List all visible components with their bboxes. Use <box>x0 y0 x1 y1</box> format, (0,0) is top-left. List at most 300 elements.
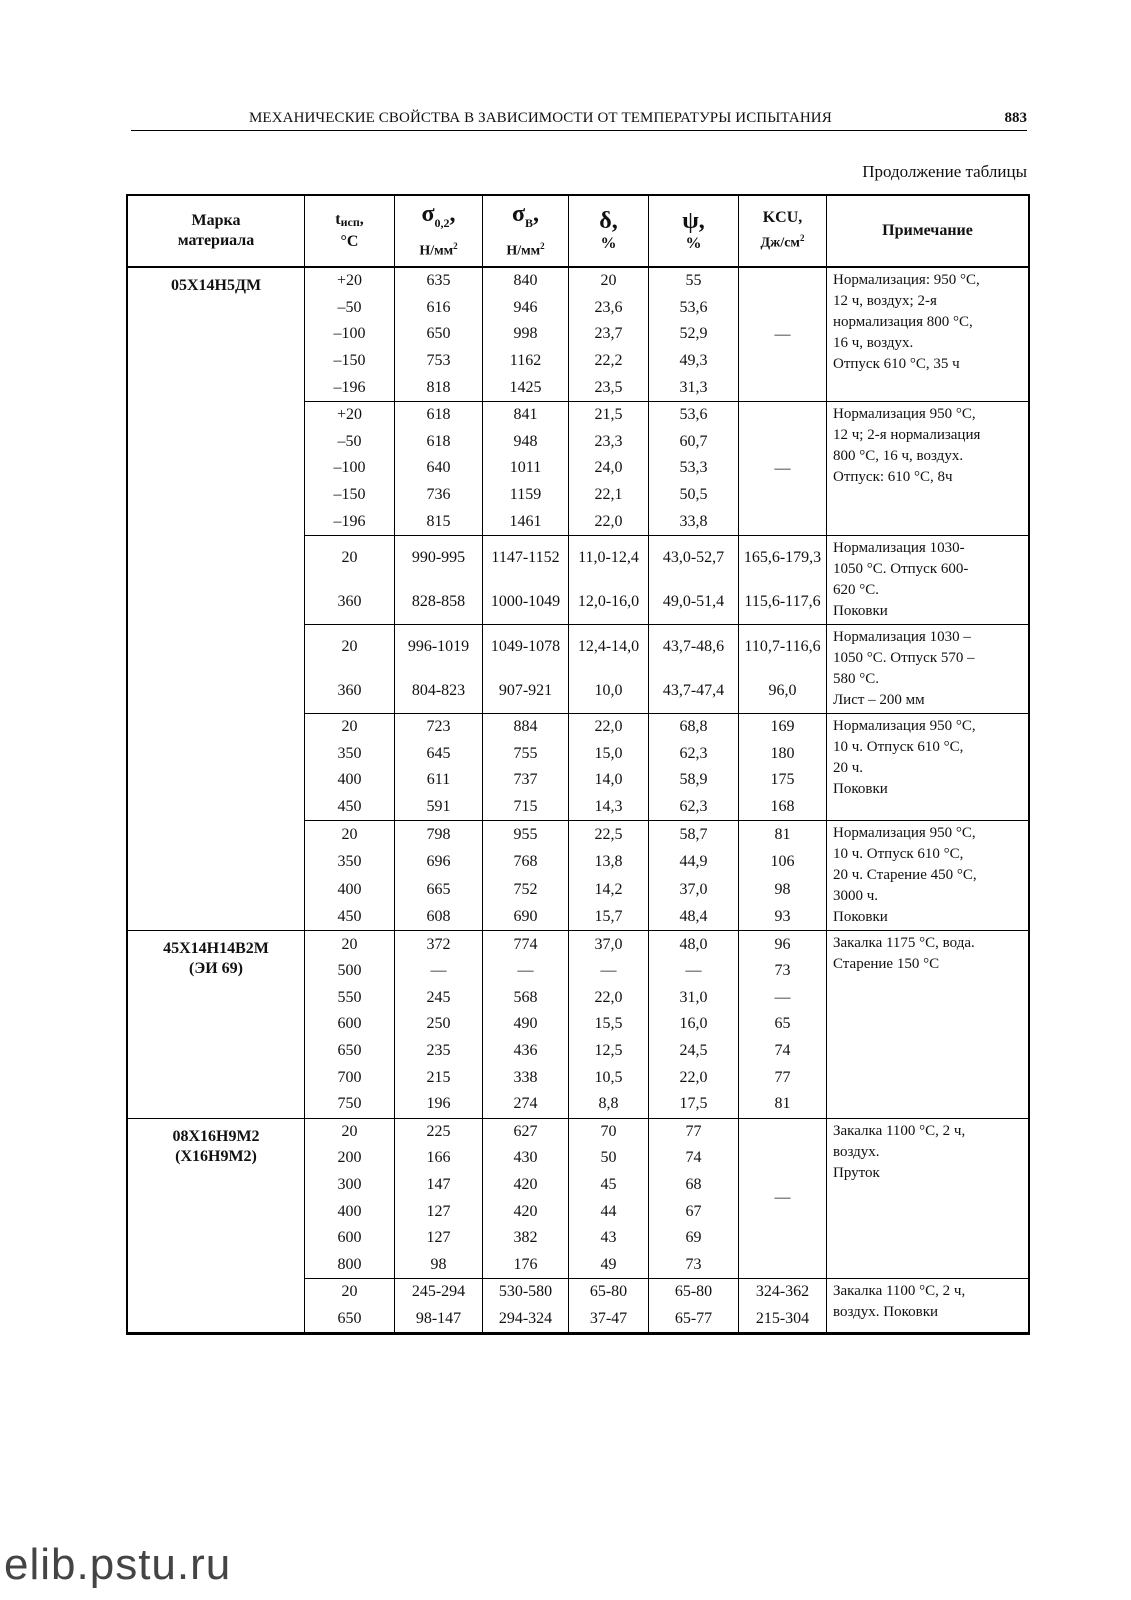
note-line: Пруток <box>833 1164 880 1181</box>
column-impact-toughness <box>739 625 827 713</box>
material-grade-name <box>128 931 305 1117</box>
cell-yield-strength: 640 <box>426 459 451 477</box>
cell-temperature: –100 <box>333 325 366 343</box>
cell-elongation: 70 <box>600 1122 617 1140</box>
note-line: Поковки <box>833 781 888 797</box>
header-elongation: δ, % <box>569 196 649 266</box>
note-line: 580 °С. <box>833 671 880 687</box>
cell-impact-toughness: 81 <box>774 826 791 844</box>
treatment-group <box>305 625 1028 714</box>
cell-temperature: +20 <box>336 406 363 424</box>
cell-note <box>827 1119 1028 1279</box>
cell-elongation: 49 <box>600 1255 617 1273</box>
cell-yield-strength: 127 <box>426 1229 451 1247</box>
note-line: Нормализация: 950 °С, <box>833 272 980 288</box>
running-title: МЕХАНИЧЕСКИЕ СВОЙСТВА В ЗАВИСИМОСТИ ОТ ТЕМПЕРАТУРЫ ИСПЫТАНИЯ <box>249 110 832 126</box>
cell-reduction-of-area: 49,3 <box>679 352 708 370</box>
cell-elongation: 37,0 <box>594 935 623 953</box>
treatment-group <box>305 1119 1028 1280</box>
cell-temperature: –196 <box>333 378 366 396</box>
cell-impact-toughness: 175 <box>770 771 795 789</box>
cell-yield-strength: 696 <box>426 853 451 871</box>
cell-temperature: 200 <box>337 1149 362 1167</box>
cell-impact-toughness: 81 <box>774 1095 791 1113</box>
cell-impact-toughness: 180 <box>770 744 795 762</box>
cell-reduction-of-area: 44,9 <box>679 853 708 871</box>
cell-yield-strength: 616 <box>426 298 451 316</box>
cell-elongation: 12,4-14,0 <box>577 638 640 655</box>
page-number: 883 <box>1004 110 1027 126</box>
cell-yield-strength: 650 <box>426 325 451 343</box>
cell-yield-strength: 828-858 <box>411 593 466 610</box>
cell-note <box>827 714 1028 820</box>
cell-elongation: 44 <box>600 1202 617 1220</box>
cell-impact-toughness: 106 <box>770 853 795 871</box>
column-reduction-of-area <box>649 536 739 624</box>
cell-temperature: 600 <box>337 1229 362 1247</box>
cell-tensile-strength: 840 <box>513 272 538 290</box>
cell-impact-toughness: 168 <box>770 798 795 816</box>
cell-tensile-strength: 627 <box>513 1122 538 1140</box>
cell-reduction-of-area: 33,8 <box>679 512 708 530</box>
column-tensile-strength <box>483 536 569 624</box>
cell-yield-strength: 98 <box>430 1255 447 1273</box>
table-header-row <box>128 196 1028 268</box>
cell-impact-toughness: 77 <box>774 1068 791 1086</box>
treatment-group <box>305 821 1028 930</box>
cell-temperature: 800 <box>337 1255 362 1273</box>
cell-elongation: 13,8 <box>594 853 623 871</box>
header-impact-toughness: KCU, $Дж/см^2$ <box>739 196 827 266</box>
cell-tensile-strength: 420 <box>513 1202 538 1220</box>
cell-reduction-of-area: 58,7 <box>679 826 708 844</box>
cell-yield-strength: — <box>430 962 447 980</box>
cell-tensile-strength: 490 <box>513 1015 538 1033</box>
cell-tensile-strength: 715 <box>513 798 538 816</box>
cell-yield-strength: 250 <box>426 1015 451 1033</box>
cell-yield-strength: 611 <box>426 771 451 789</box>
column-reduction-of-area <box>649 931 739 1117</box>
cell-tensile-strength: 737 <box>513 771 538 789</box>
cell-elongation: 8,8 <box>598 1095 619 1113</box>
cell-impact-toughness: 215-304 <box>755 1310 810 1328</box>
cell-impact-toughness-merged: — <box>774 1189 791 1207</box>
cell-reduction-of-area: 43,0-52,7 <box>662 549 725 566</box>
column-elongation <box>569 1119 649 1279</box>
cell-tensile-strength: 1000-1049 <box>490 593 561 610</box>
header-material-grade: Марка материала <box>128 196 305 266</box>
cell-temperature: –196 <box>333 512 366 530</box>
cell-reduction-of-area: 48,4 <box>679 907 708 925</box>
cell-elongation: 21,5 <box>594 406 623 424</box>
cell-impact-toughness: 96 <box>774 935 791 953</box>
column-yield-strength <box>395 625 483 713</box>
note-line: Лист – 200 мм <box>833 692 925 708</box>
material-grade-line: 08Х16Н9М2 <box>172 1127 260 1145</box>
note-line: воздух. <box>833 1143 880 1160</box>
cell-tensile-strength: 948 <box>513 432 538 450</box>
cell-reduction-of-area: 65-80 <box>674 1283 713 1301</box>
cell-yield-strength: 245-294 <box>411 1283 466 1301</box>
column-temperature <box>305 625 395 713</box>
column-tensile-strength <box>483 714 569 820</box>
column-temperature <box>305 714 395 820</box>
cell-reduction-of-area: 53,3 <box>679 459 708 477</box>
note-line: воздух. Поковки <box>833 1304 939 1321</box>
note-line: Поковки <box>833 909 888 926</box>
note-line: Закалка 1100 °С, 2 ч, <box>833 1283 966 1300</box>
column-yield-strength <box>395 931 483 1117</box>
cell-impact-toughness: 115,6-117,6 <box>744 593 821 610</box>
header-reduction-of-area: ψ, % <box>649 196 739 266</box>
cell-temperature: 400 <box>337 771 362 789</box>
column-impact-toughness <box>739 1279 827 1332</box>
cell-reduction-of-area: 48,0 <box>679 935 708 953</box>
column-reduction-of-area <box>649 625 739 713</box>
cell-temperature: –50 <box>337 432 362 450</box>
cell-yield-strength: 723 <box>426 718 451 736</box>
cell-temperature: 20 <box>341 1283 358 1301</box>
cell-temperature: +20 <box>336 272 363 290</box>
material-grade-line: (Х16Н9М2) <box>175 1147 257 1165</box>
column-reduction-of-area <box>649 1119 739 1279</box>
note-line: Нормализация 950 °С, <box>833 406 976 422</box>
column-tensile-strength <box>483 821 569 930</box>
cell-temperature: 600 <box>337 1015 362 1033</box>
cell-temperature: 20 <box>341 638 358 655</box>
note-line: 3000 ч. <box>833 888 879 905</box>
column-reduction-of-area <box>649 268 739 401</box>
cell-impact-toughness: 93 <box>774 907 791 925</box>
column-temperature <box>305 821 395 930</box>
treatment-group <box>305 268 1028 402</box>
cell-yield-strength: 372 <box>426 935 451 953</box>
cell-note <box>827 268 1028 401</box>
cell-impact-toughness: 96,0 <box>768 682 797 699</box>
cell-elongation: 22,0 <box>594 988 623 1006</box>
cell-elongation: 23,5 <box>594 378 623 396</box>
cell-yield-strength: 608 <box>426 907 451 925</box>
note-line: Закалка 1175 °С, вода. <box>833 935 975 952</box>
cell-yield-strength: 990-995 <box>411 549 466 566</box>
cell-temperature: 360 <box>337 682 362 699</box>
cell-tensile-strength: 176 <box>513 1255 538 1273</box>
cell-yield-strength: 815 <box>426 512 451 530</box>
note-line: 10 ч. Отпуск 610 °С, <box>833 846 964 863</box>
cell-temperature: –50 <box>337 298 362 316</box>
note-line: 20 ч. Старение 450 °С, <box>833 867 977 884</box>
cell-reduction-of-area: 58,9 <box>679 771 708 789</box>
header-test-temperature: tисп, °С <box>305 196 395 266</box>
cell-elongation: 22,0 <box>594 512 623 530</box>
material-grade-name <box>128 268 305 930</box>
cell-note <box>827 821 1028 930</box>
cell-temperature: 450 <box>337 798 362 816</box>
cell-elongation: 14,2 <box>594 880 623 898</box>
cell-elongation: 23,3 <box>594 432 623 450</box>
cell-tensile-strength: 907-921 <box>498 682 553 699</box>
cell-reduction-of-area: 73 <box>685 1255 702 1273</box>
cell-note <box>827 1279 1028 1332</box>
column-reduction-of-area <box>649 1279 739 1332</box>
cell-elongation: 12,0-16,0 <box>577 593 640 610</box>
cell-elongation: 14,3 <box>594 798 623 816</box>
note-line: Нормализация 1030- <box>833 540 965 556</box>
column-yield-strength <box>395 268 483 401</box>
header-note: Примечание <box>882 222 973 239</box>
material-grade-line: 05Х14Н5ДМ <box>170 277 262 294</box>
column-elongation <box>569 931 649 1117</box>
column-impact-toughness <box>739 268 827 401</box>
cell-temperature: 20 <box>341 549 358 566</box>
cell-reduction-of-area: 65-77 <box>674 1310 713 1328</box>
cell-reduction-of-area: 24,5 <box>679 1042 708 1060</box>
cell-yield-strength: 215 <box>426 1068 451 1086</box>
cell-note <box>827 931 1028 1117</box>
note-line: Отпуск 610 °С, 35 ч <box>833 356 960 372</box>
cell-temperature: 300 <box>337 1176 362 1194</box>
watermark-text: elib.pstu.ru <box>4 1540 232 1589</box>
column-elongation <box>569 625 649 713</box>
cell-temperature: 350 <box>337 744 362 762</box>
note-line: Старение 150 °С <box>833 956 940 973</box>
cell-reduction-of-area: 31,3 <box>679 378 708 396</box>
column-temperature <box>305 1279 395 1332</box>
column-elongation <box>569 268 649 401</box>
note-line: 12 ч; 2-я нормализация <box>833 427 981 443</box>
treatment-group <box>305 402 1028 536</box>
column-elongation <box>569 402 649 535</box>
cell-tensile-strength: 755 <box>513 744 538 762</box>
table-body <box>128 268 1028 1332</box>
header-tensile-strength: $\sigma_В$, $Н/мм^2$ <box>483 196 569 266</box>
cell-reduction-of-area: — <box>685 962 702 980</box>
cell-tensile-strength: 998 <box>513 325 538 343</box>
material-grade-name <box>128 1119 305 1333</box>
cell-impact-toughness: 73 <box>774 962 791 980</box>
cell-impact-toughness: 165,6-179,3 <box>743 549 822 566</box>
cell-yield-strength: 147 <box>426 1176 451 1194</box>
cell-tensile-strength: 774 <box>513 935 538 953</box>
cell-yield-strength: 645 <box>426 744 451 762</box>
cell-reduction-of-area: 43,7-48,6 <box>662 638 725 655</box>
note-line: Закалка 1100 °С, 2 ч, <box>833 1122 966 1139</box>
column-elongation <box>569 536 649 624</box>
cell-temperature: 400 <box>337 1202 362 1220</box>
column-temperature <box>305 1119 395 1279</box>
cell-elongation: 23,7 <box>594 325 623 343</box>
column-temperature <box>305 536 395 624</box>
cell-impact-toughness: — <box>774 988 791 1006</box>
column-temperature <box>305 931 395 1117</box>
note-line: Поковки <box>833 603 888 619</box>
cell-elongation: 20 <box>600 272 617 290</box>
cell-elongation: 37-47 <box>589 1310 628 1328</box>
cell-reduction-of-area: 17,5 <box>679 1095 708 1113</box>
cell-reduction-of-area: 62,3 <box>679 798 708 816</box>
cell-elongation: 11,0-12,4 <box>578 549 639 566</box>
cell-tensile-strength: 294-324 <box>498 1310 553 1328</box>
note-line: Нормализация 1030 – <box>833 629 971 645</box>
cell-yield-strength: 618 <box>426 406 451 424</box>
cell-yield-strength: 127 <box>426 1202 451 1220</box>
cell-elongation: 65-80 <box>589 1283 628 1301</box>
note-line: 16 ч, воздух. <box>833 335 914 351</box>
column-tensile-strength <box>483 402 569 535</box>
cell-tensile-strength: 382 <box>513 1229 538 1247</box>
cell-tensile-strength: 946 <box>513 298 538 316</box>
cell-impact-toughness: 110,7-116,6 <box>744 638 821 655</box>
note-line: 620 °С. <box>833 582 880 598</box>
cell-temperature: –100 <box>333 459 366 477</box>
cell-impact-toughness: 324-362 <box>755 1283 810 1301</box>
cell-impact-toughness: 65 <box>774 1015 791 1033</box>
cell-impact-toughness: 74 <box>774 1042 791 1060</box>
cell-elongation: 22,1 <box>594 486 623 504</box>
cell-note <box>827 625 1028 713</box>
cell-elongation: 45 <box>600 1176 617 1194</box>
cell-tensile-strength: 436 <box>513 1042 538 1060</box>
note-line: нормализация 800 °С, <box>833 314 973 330</box>
column-yield-strength <box>395 821 483 930</box>
cell-elongation: 22,2 <box>594 352 623 370</box>
cell-temperature: 750 <box>337 1095 362 1113</box>
cell-tensile-strength: 752 <box>513 880 538 898</box>
cell-elongation: 22,5 <box>594 826 623 844</box>
cell-tensile-strength: 1425 <box>509 378 542 396</box>
cell-tensile-strength: 955 <box>513 826 538 844</box>
column-impact-toughness <box>739 821 827 930</box>
cell-elongation: 43 <box>600 1229 617 1247</box>
cell-temperature: 20 <box>341 1122 358 1140</box>
cell-elongation: 24,0 <box>594 459 623 477</box>
cell-elongation: 15,5 <box>594 1015 623 1033</box>
cell-temperature: 450 <box>337 907 362 925</box>
column-elongation <box>569 821 649 930</box>
cell-yield-strength: 753 <box>426 352 451 370</box>
column-elongation <box>569 1279 649 1332</box>
cell-yield-strength: 736 <box>426 486 451 504</box>
note-line: 20 ч. <box>833 760 864 776</box>
column-tensile-strength <box>483 625 569 713</box>
cell-yield-strength: 591 <box>426 798 451 816</box>
cell-tensile-strength: 338 <box>513 1068 538 1086</box>
cell-elongation: 50 <box>600 1149 617 1167</box>
cell-yield-strength: 196 <box>426 1095 451 1113</box>
column-yield-strength <box>395 536 483 624</box>
cell-temperature: –150 <box>333 352 366 370</box>
cell-tensile-strength: 1049-1078 <box>490 638 561 655</box>
cell-reduction-of-area: 31,0 <box>679 988 708 1006</box>
cell-tensile-strength: 884 <box>513 718 538 736</box>
cell-elongation: 23,6 <box>594 298 623 316</box>
cell-elongation: 15,0 <box>594 744 623 762</box>
column-impact-toughness <box>739 931 827 1117</box>
cell-elongation: 22,0 <box>594 718 623 736</box>
cell-reduction-of-area: 53,6 <box>679 406 708 424</box>
material-block <box>128 268 1028 931</box>
cell-yield-strength: 225 <box>426 1122 451 1140</box>
cell-temperature: 20 <box>341 935 358 953</box>
treatment-group <box>305 931 1028 1117</box>
column-yield-strength <box>395 714 483 820</box>
material-grade-line: 45Х14Н14В2М <box>163 940 269 958</box>
cell-note <box>827 536 1028 624</box>
cell-reduction-of-area: 49,0-51,4 <box>662 593 725 610</box>
cell-reduction-of-area: 43,7-47,4 <box>662 682 725 699</box>
column-impact-toughness <box>739 402 827 535</box>
cell-elongation: 14,0 <box>594 771 623 789</box>
cell-elongation: 10,5 <box>594 1068 623 1086</box>
cell-yield-strength: 618 <box>426 432 451 450</box>
cell-tensile-strength: 1011 <box>509 459 542 477</box>
cell-tensile-strength: 530-580 <box>498 1283 553 1301</box>
cell-temperature: 20 <box>341 826 358 844</box>
cell-reduction-of-area: 37,0 <box>679 880 708 898</box>
cell-yield-strength: 98-147 <box>415 1310 462 1328</box>
cell-temperature: 650 <box>337 1310 362 1328</box>
continuation-label: Продолжение таблицы <box>862 162 1027 181</box>
cell-reduction-of-area: 67 <box>685 1202 702 1220</box>
cell-temperature: –150 <box>333 486 366 504</box>
cell-reduction-of-area: 22,0 <box>679 1068 708 1086</box>
note-line: Нормализация 950 °С, <box>833 825 976 842</box>
cell-tensile-strength: 420 <box>513 1176 538 1194</box>
column-yield-strength <box>395 1119 483 1279</box>
cell-reduction-of-area: 60,7 <box>679 432 708 450</box>
cell-temperature: 400 <box>337 880 362 898</box>
cell-tensile-strength: 1461 <box>509 512 542 530</box>
cell-elongation: — <box>600 962 617 980</box>
column-tensile-strength <box>483 1119 569 1279</box>
cell-reduction-of-area: 62,3 <box>679 744 708 762</box>
cell-yield-strength: 818 <box>426 378 451 396</box>
cell-temperature: 550 <box>337 988 362 1006</box>
note-line: 10 ч. Отпуск 610 °С, <box>833 739 964 755</box>
column-tensile-strength <box>483 268 569 401</box>
column-reduction-of-area <box>649 714 739 820</box>
cell-reduction-of-area: 53,6 <box>679 298 708 316</box>
column-reduction-of-area <box>649 821 739 930</box>
cell-reduction-of-area: 16,0 <box>679 1015 708 1033</box>
cell-yield-strength: 235 <box>426 1042 451 1060</box>
cell-reduction-of-area: 69 <box>685 1229 702 1247</box>
cell-impact-toughness: 169 <box>770 718 795 736</box>
material-grade-line: (ЭИ 69) <box>189 960 243 978</box>
column-temperature <box>305 268 395 401</box>
column-yield-strength <box>395 1279 483 1332</box>
treatment-group <box>305 714 1028 821</box>
cell-temperature: 500 <box>337 962 362 980</box>
cell-impact-toughness: 98 <box>774 880 791 898</box>
cell-temperature: 650 <box>337 1042 362 1060</box>
cell-tensile-strength: 1159 <box>509 486 542 504</box>
cell-tensile-strength: 690 <box>513 907 538 925</box>
cell-elongation: 15,7 <box>594 907 623 925</box>
cell-tensile-strength: 768 <box>513 853 538 871</box>
cell-impact-toughness-merged: — <box>774 459 791 477</box>
note-line: Нормализация 950 °С, <box>833 718 976 734</box>
cell-reduction-of-area: 68,8 <box>679 718 708 736</box>
cell-reduction-of-area: 52,9 <box>679 325 708 343</box>
cell-yield-strength: 798 <box>426 826 451 844</box>
properties-table <box>126 194 1030 1335</box>
cell-temperature: 360 <box>337 593 362 610</box>
cell-yield-strength: 996-1019 <box>407 638 470 655</box>
column-impact-toughness <box>739 1119 827 1279</box>
note-line: 800 °С, 16 ч, воздух. <box>833 448 964 464</box>
cell-yield-strength: 166 <box>426 1149 451 1167</box>
